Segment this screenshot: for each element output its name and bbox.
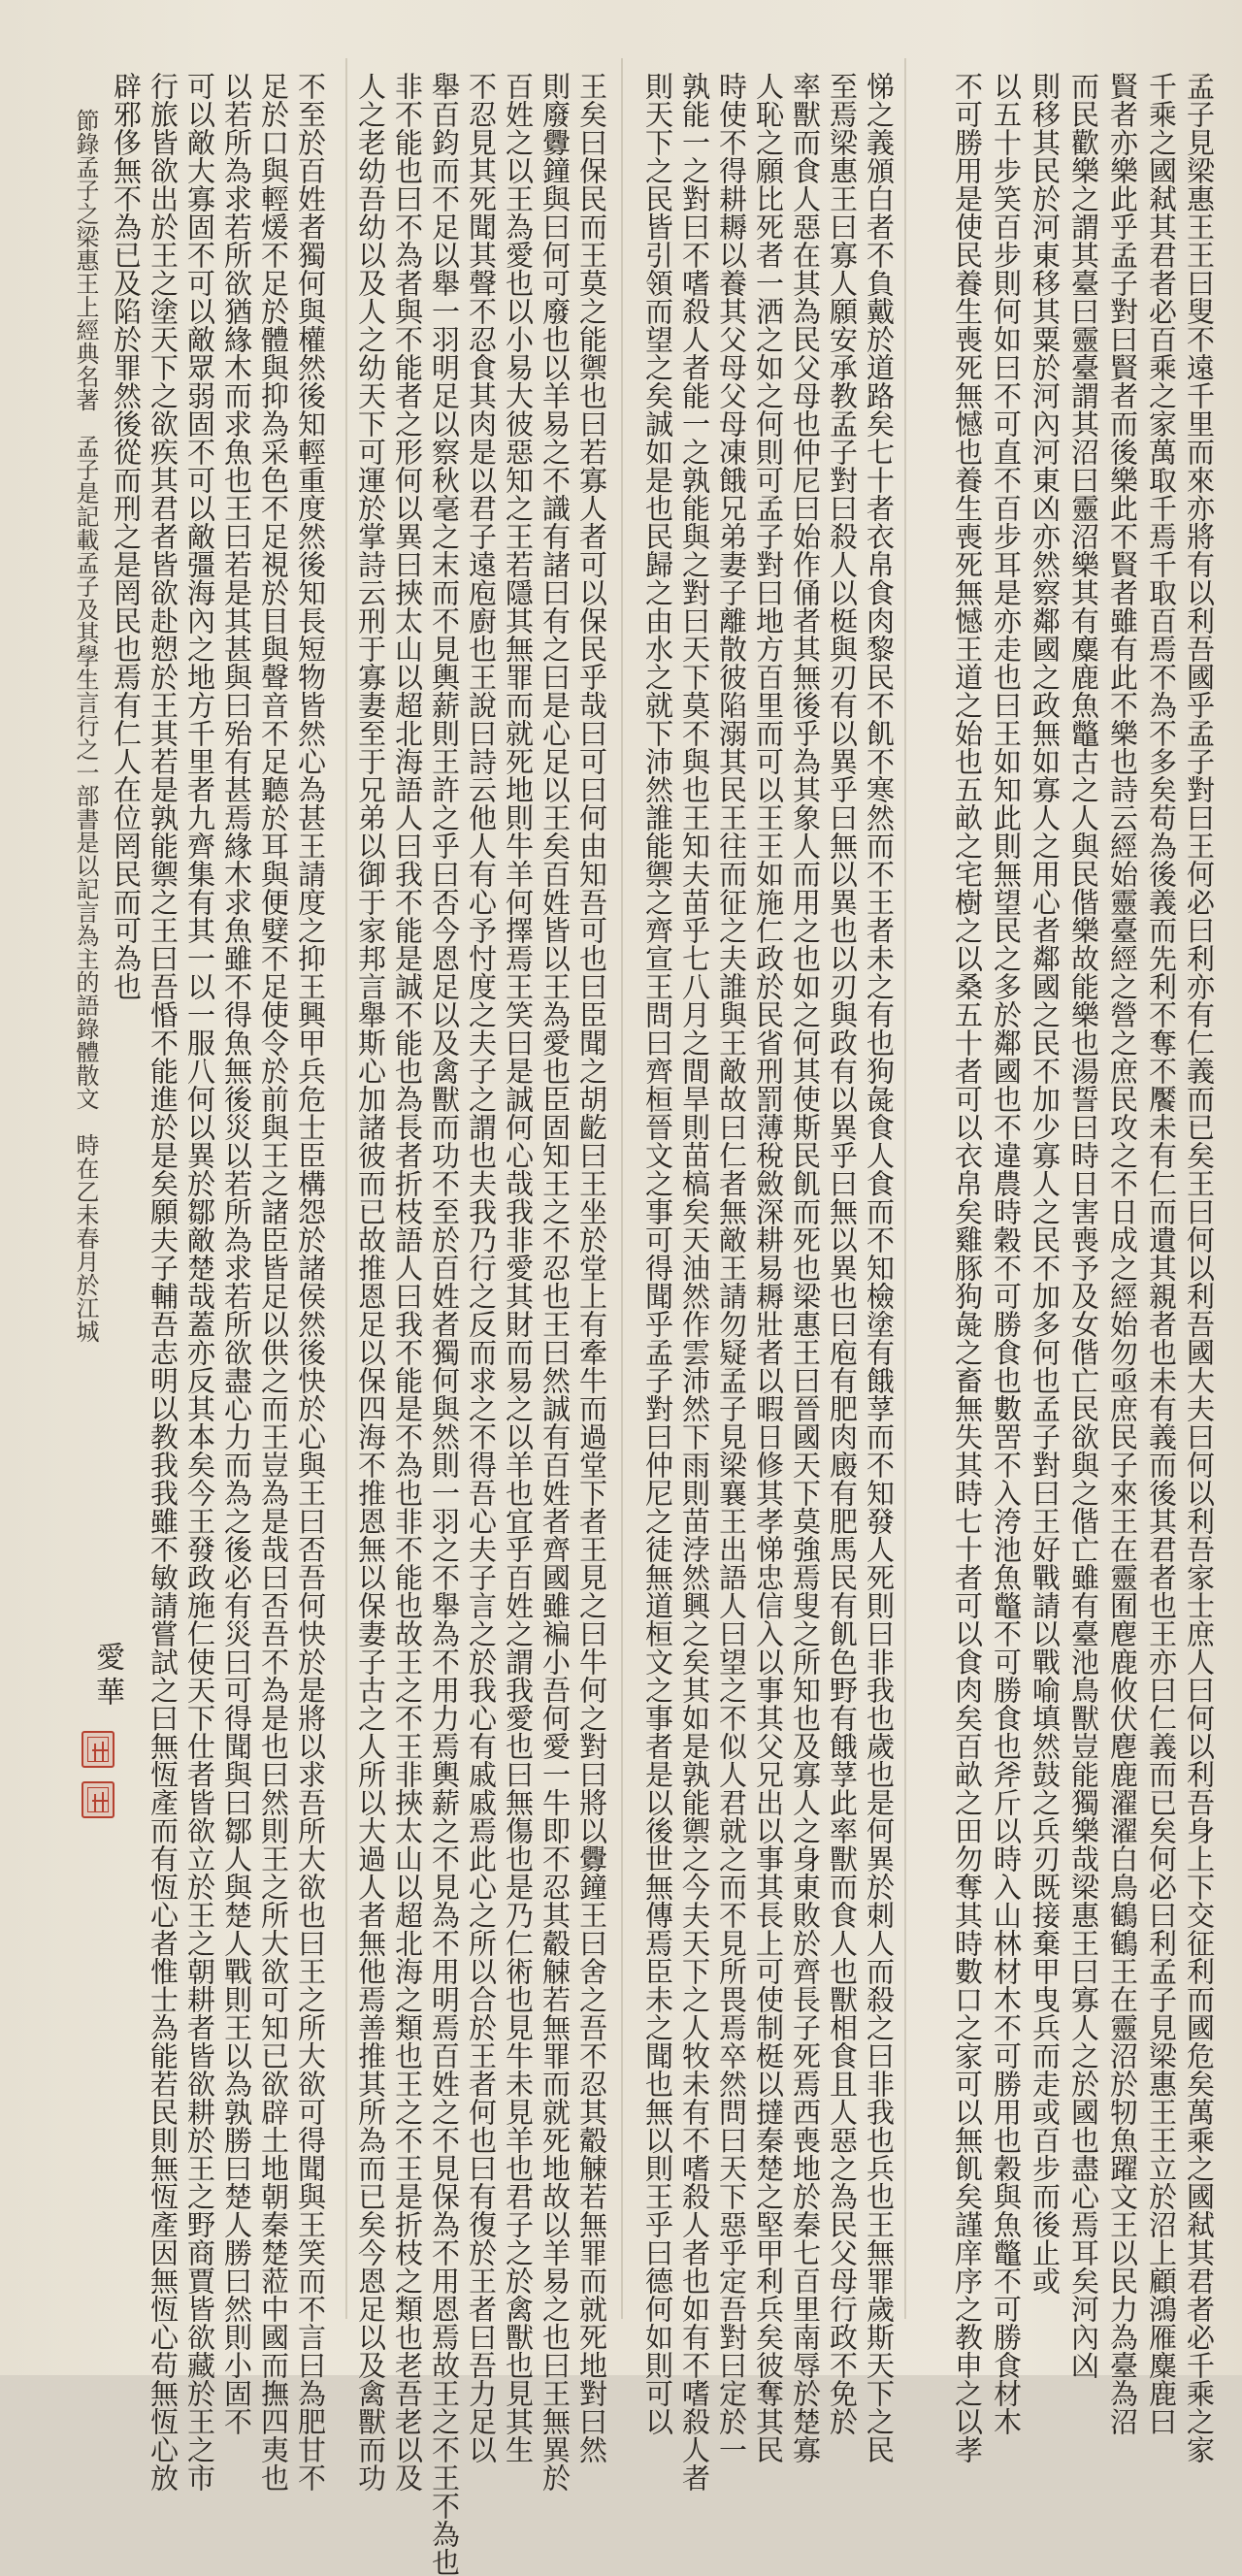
colophon: 節錄孟子之梁惠王上經典名著 孟子是記載孟子及其學生言行之一部書是以記言為主的語錄體散文 時在乙未春月於江城 bbox=[72, 109, 99, 1343]
text-column: 孟子見梁惠王王曰叟不遠千里而來亦將有以利吾國乎孟子對曰王何必曰利亦有仁義而已矣王曰何以利吾國大夫曰何以利吾家士庶人曰何以利吾身上下交征利而國危矣萬乘之國弒其君者必千乘之家 bbox=[1183, 72, 1216, 2463]
text-column: 至焉梁惠王曰寡人願安承教孟子對曰殺人以梃與刃有以異乎曰無以異也以刃與政有以異乎曰無以異也曰庖有肥肉廄有肥馬民有飢色野有餓莩此率獸而食人也獸相食且人惡之為民父母行政不免於 bbox=[826, 72, 859, 2435]
text-column: 非不能也曰不為者與不能者之形何以異曰挾太山以超北海語人曰我不能是誠不能也為長者折枝語人曰我不能是不為也非不能也故王之不王非挾太山以超北海之類也王之不王是折枝之類也老吾老以及 bbox=[391, 72, 424, 2492]
text-column: 則移其民於河東移其粟於河內河東凶亦然察鄰國之政無如寡人之用心者鄰國之民不加少寡人之民不加多何也孟子對曰王好戰請以戰喻填然鼓之兵刃既接棄甲曳兵而走或百步而後止或 bbox=[1029, 72, 1062, 2295]
text-column: 孰能一之對曰不嗜殺人者能一之孰能與之對曰天下莫不與也王知夫苗乎七八月之間旱則苗槁矣天油然作雲沛然下雨則苗浡然興之矣其如是孰能禦之今夫天下之人牧未有不嗜殺人者也如有不嗜殺人者 bbox=[678, 72, 711, 2492]
text-column: 不至於百姓者獨何與權然後知輕重度然後知長短物皆然心為甚王請度之抑王興甲兵危士臣構怨於諸侯然後快於心與王曰否吾何快於是將以求吾所大欲也曰王之所大欲可得聞與王笑而不言曰為肥甘不 bbox=[294, 72, 327, 2492]
text-column: 以五十步笑百步則何如曰不可直不百步耳是亦走也曰王如知此則無望民之多於鄰國也不違農時穀不可勝食也數罟不入洿池魚鼈不可勝食也斧斤以時入山林材木不可勝用也穀與魚鼈不可勝食材木 bbox=[990, 72, 1023, 2435]
text-column: 不可勝用是使民養生喪死無憾也養生喪死無憾王道之始也五畝之宅樹之以桑五十者可以衣帛矣雞豚狗彘之畜無失其時七十者可以食肉矣百畝之田勿奪其時數口之家可以無飢矣謹庠序之教申之以孝 bbox=[951, 72, 984, 2463]
text-column: 賢者亦樂此乎孟子對曰賢者而後樂此不賢者雖有此不樂也詩云經始靈臺經之營之庶民攻之不日成之經始勿亟庶民子來王在靈囿麀鹿攸伏麀鹿濯濯白鳥鶴鶴王在靈沼於牣魚躍文王以民力為臺為沼 bbox=[1106, 72, 1139, 2435]
text-column: 以若所為求若所欲猶緣木而求魚也王曰若是其甚與曰殆有甚焉緣木求魚雖不得魚無後災以若所為求若所欲盡心力而為之後必有災曰可得聞與曰鄒人與楚人戰則王以為孰勝曰楚人勝曰然則小固不 bbox=[220, 72, 253, 2435]
text-column: 千乘之國弒其君者必百乘之家萬取千焉千取百焉不為不多矣苟為後義而先利不奪不饜未有仁而遺其親者也未有義而後其君者也王亦曰仁義而已矣何必曰利孟子見梁惠王王立於沼上顧鴻雁麋鹿曰 bbox=[1145, 72, 1178, 2435]
text-column: 王矣曰保民而王莫之能禦也曰若寡人者可以保民乎哉曰可曰何由知吾可也曰臣聞之胡齕曰王坐於堂上有牽牛而過堂下者王見之曰牛何之對曰將以釁鐘王曰舍之吾不忍其觳觫若無罪而就死地對曰然 bbox=[575, 72, 608, 2463]
text-column: 行旅皆欲出於王之塗天下之欲疾其君者皆欲赴愬於王其若是孰能禦之王曰吾惛不能進於是矣願夫子輔吾志明以教我我雖不敏請嘗試之曰無恆產而有恆心者惟士為能若民則無恆產因無恆心苟無恆心放 bbox=[147, 72, 180, 2492]
text-column: 悌之義頒白者不負戴於道路矣七十者衣帛食肉黎民不飢不寒然而不王者未之有也狗彘食人食而不知檢塗有餓莩而不知發人死則曰非我也歲也是何異於刺人而殺之曰非我也兵也王無罪歲斯天下之民 bbox=[863, 72, 896, 2463]
panel-seam bbox=[621, 58, 623, 2319]
red-seal-stamp bbox=[82, 1731, 114, 1768]
text-column: 人之老幼吾幼以及人之幼天下可運於掌詩云刑于寡妻至于兄弟以御于家邦言舉斯心加諸彼而已故推恩足以保四海不推恩無以保妻子古之人所以大過人者無他焉善推其所為而已矣今恩足以及禽獸而功 bbox=[354, 72, 387, 2492]
text-column: 可以敵大寡固不可以敵眾弱固不可以敵彊海內之地方千里者九齊集有其一以一服八何以異於鄒敵楚哉蓋亦反其本矣今王發政施仁使天下仕者皆欲立於王之朝耕者皆欲耕於王之野商賈皆欲藏於王之市 bbox=[183, 72, 216, 2492]
panel-seam bbox=[904, 58, 906, 2319]
red-seal-stamp bbox=[82, 1781, 114, 1818]
text-column: 足於口與輕煖不足於體與抑為采色不足視於目與聲音不足聽於耳與便嬖不足使令於前與王之諸臣皆足以供之而王豈為是哉曰否吾不為是也曰然則王之所大欲可知已欲辟土地朝秦楚蒞中國而撫四夷也 bbox=[257, 72, 290, 2492]
text-column: 則天下之民皆引領而望之矣誠如是也民歸之由水之就下沛然誰能禦之齊宣王問曰齊桓晉文之事可得聞乎孟子對曰仲尼之徒無道桓文之事者是以後世無傳焉臣未之聞也無以則王乎曰德何如則可以 bbox=[641, 72, 674, 2435]
text-column: 辟邪侈無不為已及陷於罪然後從而刑之是罔民也焉有仁人在位罔民而可為也 bbox=[110, 72, 143, 1000]
text-column: 則廢釁鐘與曰何可廢也以羊易之不識有諸曰有之曰是心足以王矣百姓皆以王為愛也臣固知王之不忍也王曰然誠有百姓者齊國雖褊小吾何愛一牛即不忍其觳觫若無罪而就死地故以羊易之也曰王無異於 bbox=[539, 72, 572, 2492]
text-column: 時使不得耕耨以養其父母父母凍餓兄弟妻子離散彼陷溺其民王往而征之夫誰與王敵故曰仁者無敵王請勿疑孟子見梁襄王出語人曰望之不似人君就之而不見所畏焉卒然問曰天下惡乎定吾對曰定於一 bbox=[715, 72, 748, 2463]
artist-signature: 愛華 bbox=[90, 1642, 124, 1712]
text-column: 而民歡樂之謂其臺曰靈臺謂其沼曰靈沼樂其有麋鹿魚鼈古之人與民偕樂故能樂也湯誓曰時日害喪予及女偕亡民欲與之偕亡雖有臺池鳥獸豈能獨樂哉梁惠王曰寡人之於國也盡心焉耳矣河內凶 bbox=[1067, 72, 1100, 2379]
text-column: 百姓之以王為愛也以小易大彼惡知之王若隱其無罪而就死地則牛羊何擇焉王笑曰是誠何心哉我非愛其財而易之以羊也宜乎百姓之謂我愛也曰無傷也是乃仁術也見牛未見羊也君子之於禽獸也見其生 bbox=[502, 72, 535, 2463]
text-column: 率獸而食人惡在其為民父母也仲尼曰始作俑者其無後乎為其象人而用之也如之何其使斯民飢而死也梁惠王曰晉國天下莫強焉叟之所知也及寡人之身東敗於齊長子死焉西喪地於秦七百里南辱於楚寡 bbox=[789, 72, 822, 2463]
panel-seam bbox=[345, 58, 347, 2319]
text-column: 不忍見其死聞其聲不忍食其肉是以君子遠庖廚也王說曰詩云他人有心予忖度之夫子之謂也夫我乃行之反而求之不得吾心夫子言之於我心有戚戚焉此心之所以合於王者何也曰有復於王者曰吾力足以 bbox=[465, 72, 498, 2463]
text-column: 舉百鈞而不足以舉一羽明足以察秋毫之末而不見輿薪則王許之乎曰否今恩足以及禽獸而功不至於百姓者獨何與然則一羽之不舉為不用力焉輿薪之不見為不用明焉百姓之不見保為不用恩焉故王之不王不為也 bbox=[428, 72, 461, 2576]
text-column: 人恥之願比死者一洒之如之何則可孟子對曰地方百里而可以王王如施仁政於民省刑罰薄稅斂深耕易耨壯者以暇日修其孝悌忠信入以事其父兄出以事其長上可使制梃以撻秦楚之堅甲利兵矣彼奪其民 bbox=[752, 72, 785, 2463]
